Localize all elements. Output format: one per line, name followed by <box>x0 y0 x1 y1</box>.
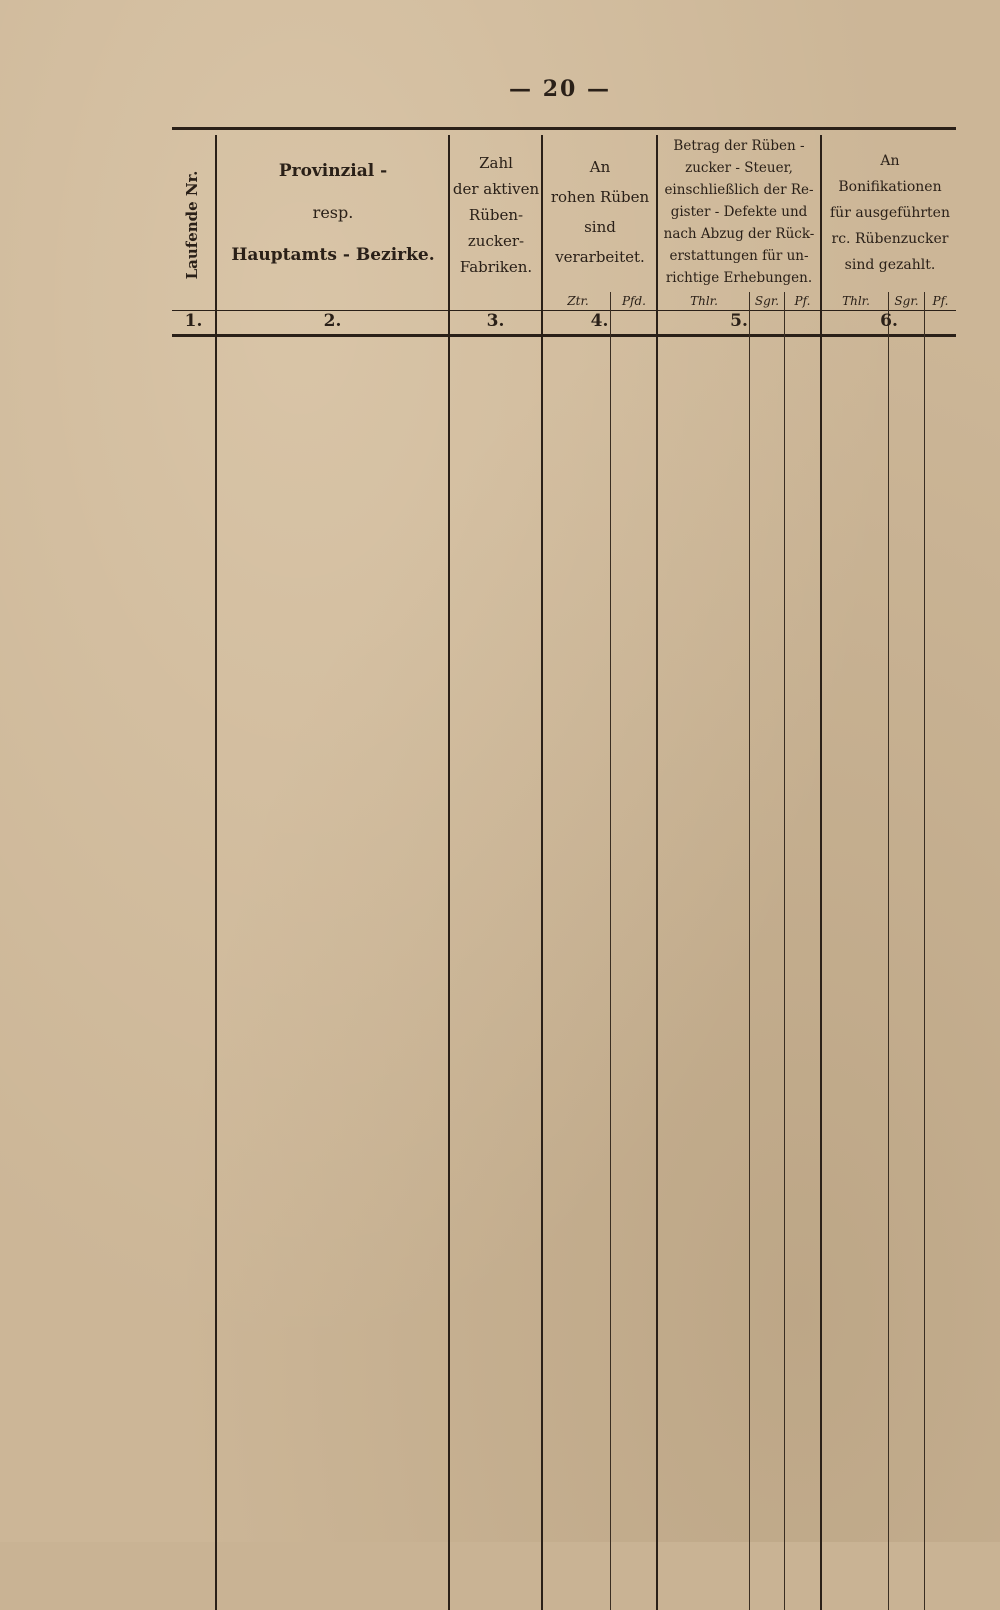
column-number-2: 2. <box>323 311 342 331</box>
column-number-4: 4. <box>590 311 609 331</box>
column-number-6: 6. <box>880 311 898 331</box>
subcolumn-divider-col5-b <box>784 292 785 1610</box>
column-number-rule <box>172 334 956 337</box>
header-steuer-betrag: Betrag der Rüben - zucker - Steuer, einschließlich der Re- gister - Defekte und nach Abzug der Rück- erstattungen für un- richtige Erhebungen. <box>663 138 815 286</box>
unit-thlr-6: Thlr. <box>842 294 870 308</box>
subcolumn-divider-col5-a <box>749 292 750 1610</box>
header-rohe-rueben: An rohen Rüben sind verarbeitet. <box>550 158 650 266</box>
column-divider-1 <box>215 135 217 1610</box>
column-number-1: 1. <box>184 311 203 331</box>
subcolumn-divider-ztr-pfd <box>610 292 611 1610</box>
header-zahl-fabriken: Zahl der aktiven Rüben- zucker- Fabriken. <box>452 154 540 276</box>
column-divider-2 <box>448 135 450 1610</box>
column-divider-4 <box>656 135 658 1610</box>
subcolumn-divider-col6-a <box>888 292 889 1610</box>
column-divider-5 <box>820 135 822 1610</box>
column-number-3: 3. <box>486 311 505 331</box>
unit-ztr: Ztr. <box>567 294 589 308</box>
unit-sgr-6: Sgr. <box>894 294 919 308</box>
column-number-5: 5. <box>730 311 748 331</box>
unit-thlr: Thlr. <box>690 294 718 308</box>
unit-sgr: Sgr. <box>754 294 780 308</box>
header-bonifikationen: An Bonifikationen für ausgeführten rc. Rübenzucker sind gezahlt. <box>830 153 950 273</box>
page-number: — 20 — <box>509 76 611 102</box>
header-laufende-nr: Laufende Nr. <box>183 170 201 280</box>
unit-pfd: Pfd. <box>621 294 646 308</box>
unit-pf: Pf. <box>794 294 811 308</box>
header-bezirke: Provinzial - resp. Hauptamts - Bezirke. <box>231 161 435 265</box>
unit-pf-6: Pf. <box>932 294 949 308</box>
column-divider-3 <box>541 135 543 1610</box>
subcolumn-divider-col6-b <box>924 292 925 1610</box>
table-top-rule <box>172 127 956 130</box>
